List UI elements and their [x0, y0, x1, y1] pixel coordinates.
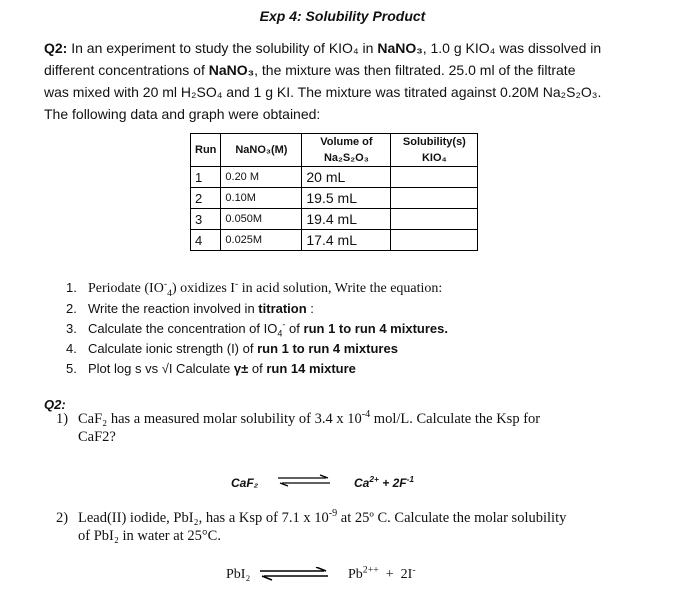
- question-5: 5. Plot log s vs √I Calculate γ± of run 14 mixture: [66, 361, 356, 376]
- table-row: 3 0.050M 19.4 mL: [191, 209, 478, 230]
- q2-item-1-line-2: CaF2?: [78, 429, 116, 445]
- eq2-left: PbI₂: [226, 567, 251, 582]
- intro-label: Q2:: [44, 40, 68, 56]
- question-2: 2. Write the reaction involved in titration :: [66, 301, 314, 316]
- intro-line-3: was mixed with 20 ml H₂SO₄ and 1 g KI. The mixture was titrated against 0.20M Na₂S₂O₃.: [44, 84, 602, 100]
- eq1-left: CaF₂: [231, 476, 259, 490]
- q2-item-1-line-1: 1) CaF₂ has a measured molar solubility of 3.4 x $10^{-4}$ mol/L. Calculate the Ksp for: [56, 409, 541, 427]
- intro-line-1: Q2: In an experiment to study the solubility of KIO₄ in NaNO₃, 1.0 g KIO₄ was dissolved in: [44, 40, 602, 56]
- page-title: Exp 4: Solubility Product: [259, 8, 426, 24]
- question-4: 4. Calculate ionic strength (I) of run 1 to run 4 mixtures: [66, 341, 398, 356]
- q2-item-2-line-1: 2) Lead(II) iodide, PbI₂, has a Ksp of 7.1 x $10^{-9}$ at 25º C. Calculate the molar solubility: [56, 508, 567, 526]
- equilibrium-arrow-icon: [258, 567, 330, 581]
- header-nano3: NaNO₃(M): [221, 134, 302, 167]
- equilibrium-arrow-icon: [276, 474, 332, 488]
- eq2-right: $Pb^{2++} + 2I^-$: [348, 564, 416, 582]
- header-run: Run: [191, 134, 221, 167]
- table-row: 1 0.20 M 20 mL: [191, 167, 478, 188]
- question-3: 3. Calculate the concentration of $IO_4^-$ of run 1 to run 4 mixtures.: [66, 319, 448, 339]
- table-header-row: [191, 134, 478, 167]
- question-1: 1. Periodate $(IO^-_4)$ oxidizes I- in acid solution, Write the equation:: [66, 278, 443, 299]
- header-volume: Volume of Na₂S₂O₃: [302, 134, 391, 167]
- table-row: 2 0.10M 19.5 mL: [191, 188, 478, 209]
- table-row: 4 0.025M 17.4 mL: [191, 230, 478, 251]
- intro-line-4: The following data and graph were obtained:: [44, 106, 321, 122]
- data-table: [190, 133, 478, 251]
- q2-heading: Q2:: [44, 397, 66, 412]
- q2-item-2-line-2: of PbI₂ in water at 25°C.: [78, 528, 221, 544]
- eq1-right: $Ca^{2+} + 2F^{-1}$: [354, 474, 415, 490]
- header-solubility: Solubility(s) KIO₄: [391, 134, 478, 167]
- intro-line-2: different concentrations of NaNO₃, the mixture was then filtrated. 25.0 ml of the filtrate: [44, 62, 576, 78]
